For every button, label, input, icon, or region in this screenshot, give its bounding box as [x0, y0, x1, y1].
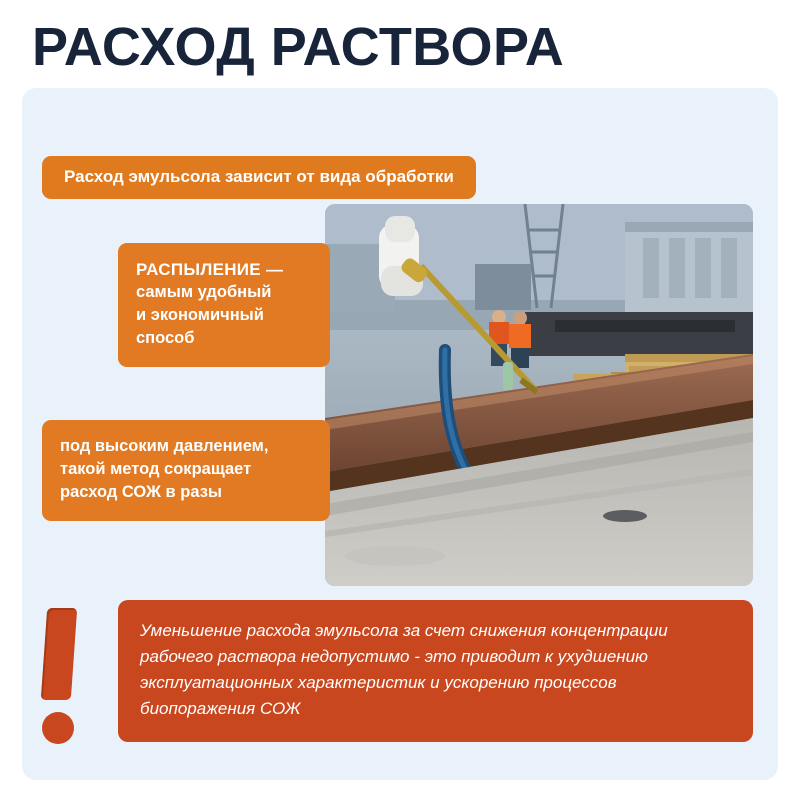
worksite-photo — [325, 204, 753, 586]
spray-method-line-1: РАСПЫЛЕНИЕ — — [136, 260, 284, 279]
exclamation-mark-icon — [40, 608, 82, 748]
warning-note: Уменьшение расхода эмульсола за счет снижения концентрации рабочего раствора недопустимо - это приводит к ухудшению эксплуатационных характеристик и ускорению процессов биопоражения СОЖ — [118, 600, 753, 742]
exclamation-dot — [42, 712, 74, 744]
high-pressure-line-3: расход СОЖ в разы — [60, 483, 222, 501]
high-pressure-line-2: такой метод сокращает — [60, 460, 252, 478]
spray-method-line-2: самым удобный — [136, 283, 272, 301]
page-title: РАСХОД РАСТВОРА — [32, 17, 565, 77]
subtitle-pill: Расход эмульсола зависит от вида обработки — [42, 156, 476, 199]
high-pressure-card — [42, 420, 330, 521]
high-pressure-line-1: под высоким давлением, — [60, 437, 269, 455]
exclamation-bar — [41, 608, 77, 700]
spray-method-line-4: способ — [136, 329, 195, 347]
spray-method-line-3: и экономичный — [136, 306, 264, 324]
spray-method-card — [118, 243, 330, 367]
worksite-photo-illustration — [325, 204, 753, 586]
